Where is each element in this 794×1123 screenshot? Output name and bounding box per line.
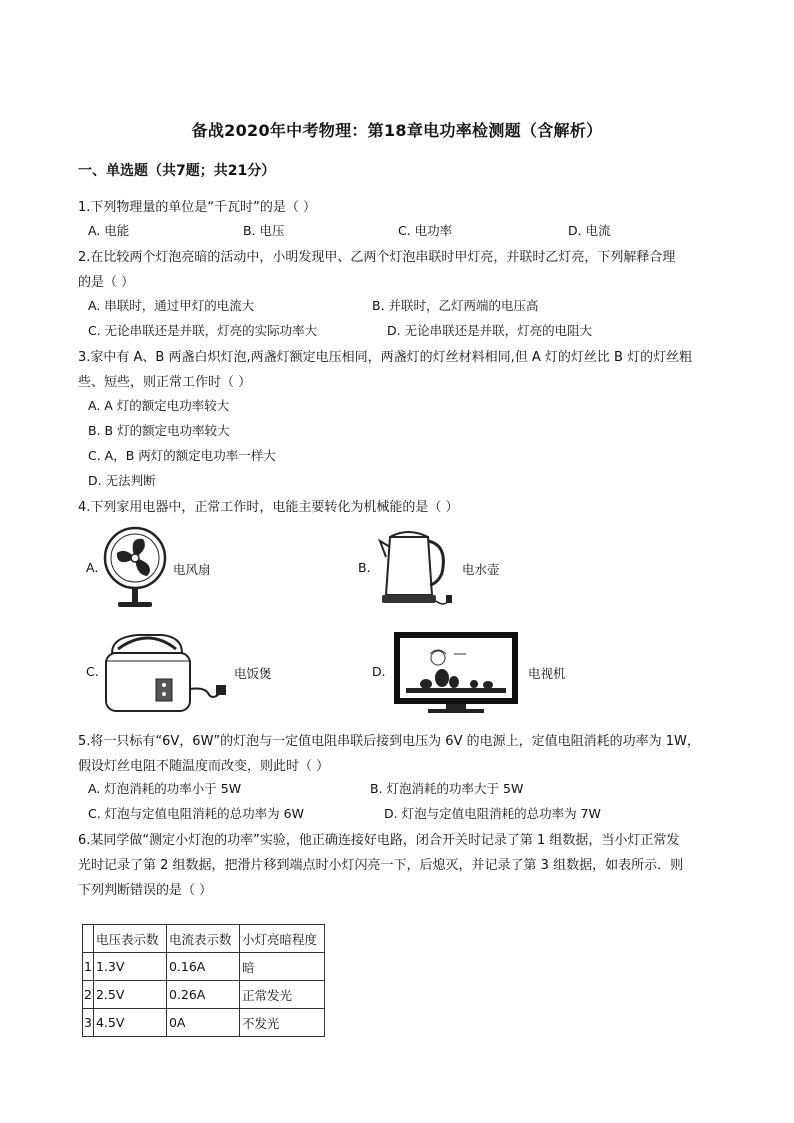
table-cell: 1.3V	[93, 953, 166, 981]
table-cell: 0.16A	[166, 953, 239, 981]
q4-option-c-letter[interactable]: C.	[86, 664, 99, 679]
table-cell: 4.5V	[93, 1009, 166, 1037]
question-2-stem-line2: 的是（ ）	[78, 275, 135, 290]
measurement-table	[82, 924, 325, 1037]
question-4-stem: 4.下列家用电器中，正常工作时，电能主要转化为机械能的是（ ）	[78, 500, 459, 515]
table-row	[83, 1009, 325, 1037]
table-cell: 暗	[239, 953, 324, 981]
q5-option-d[interactable]: D. 灯泡与定值电阻消耗的总功率为 7W	[384, 806, 601, 821]
table-header-row	[83, 925, 325, 953]
q2-option-c[interactable]: C. 无论串联还是并联，灯亮的实际功率大	[88, 323, 318, 338]
q4-option-a-label: 电风扇	[173, 562, 211, 577]
q1-option-c[interactable]: C. 电功率	[398, 223, 453, 238]
question-3-stem-line1: 3.家中有 A、B 两盏白炽灯泡,两盏灯额定电压相同，两盏灯的灯丝材料相同,但 A 灯的灯丝比 B 灯的灯丝粗	[78, 350, 693, 365]
table-header-cell: 电流表示数	[166, 925, 239, 953]
electric-kettle-icon	[372, 523, 460, 611]
table-row	[83, 981, 325, 1009]
q1-option-a[interactable]: A. 电能	[88, 223, 130, 238]
question-6-stem-line3: 下列判断错误的是（ ）	[78, 883, 213, 898]
q4-option-d-letter[interactable]: D.	[372, 664, 386, 679]
table-cell: 0.26A	[166, 981, 239, 1009]
q5-option-a[interactable]: A. 灯泡消耗的功率小于 5W	[88, 781, 242, 796]
electric-fan-icon	[100, 523, 170, 611]
q4-option-b-label: 电水壶	[462, 562, 500, 577]
q3-option-d[interactable]: D. 无法判断	[88, 473, 156, 488]
q1-option-b[interactable]: B. 电压	[243, 223, 285, 238]
television-icon	[392, 630, 520, 716]
question-2-stem-line1: 2.在比较两个灯泡亮暗的活动中，小明发现甲、乙两个灯泡串联时甲灯亮，并联时乙灯亮，下列解释合理	[78, 250, 676, 265]
q3-option-c[interactable]: C. A，B 两灯的额定电功率一样大	[88, 448, 276, 463]
table-cell: 3	[83, 1009, 94, 1037]
table-cell: 正常发光	[239, 981, 324, 1009]
table-cell: 2	[83, 981, 94, 1009]
table-cell: 不发光	[239, 1009, 324, 1037]
table-header-cell: 电压表示数	[93, 925, 166, 953]
question-6-stem-line2: 光时记录了第 2 组数据，把滑片移到端点时小灯闪亮一下，后熄灭，并记录了第 3 组数据，如表所示．则	[78, 858, 684, 873]
page-title: 备战2020年中考物理：第18章电功率检测题（含解析）	[191, 121, 603, 140]
q4-option-c-label: 电饭煲	[234, 666, 272, 681]
question-5-stem-line2: 假设灯丝电阻不随温度而改变，则此时（ ）	[78, 759, 330, 774]
q4-option-d-label: 电视机	[528, 666, 566, 681]
q2-option-a[interactable]: A. 串联时，通过甲灯的电流大	[88, 298, 255, 313]
q4-option-b-letter[interactable]: B.	[358, 560, 371, 575]
q3-option-a[interactable]: A. A 灯的额定电功率较大	[88, 398, 230, 413]
q2-option-d[interactable]: D. 无论串联还是并联，灯亮的电阻大	[387, 323, 593, 338]
table-header-cell	[83, 925, 94, 953]
question-5-stem-line1: 5.将一只标有“6V，6W”的灯泡与一定值电阻串联后接到电压为 6V 的电源上，定值电阻消耗的功率为 1W，	[78, 734, 700, 749]
question-1-stem: 1.下列物理量的单位是“千瓦时”的是（ ）	[78, 200, 317, 215]
q3-option-b[interactable]: B. B 灯的额定电功率较大	[88, 423, 230, 438]
q1-option-d[interactable]: D. 电流	[568, 223, 611, 238]
table-cell: 1	[83, 953, 94, 981]
q5-option-b[interactable]: B. 灯泡消耗的功率大于 5W	[370, 781, 524, 796]
table-row	[83, 953, 325, 981]
table-cell: 0A	[166, 1009, 239, 1037]
question-6-stem-line1: 6.某同学做“测定小灯泡的功率”实验，他正确连接好电路，闭合开关时记录了第 1 组数据，当小灯正常发	[78, 833, 680, 848]
question-3-stem-line2: 些、短些，则正常工作时（ ）	[78, 375, 252, 390]
section-heading: 一、单选题（共7题；共21分）	[78, 163, 276, 179]
q5-option-c[interactable]: C. 灯泡与定值电阻消耗的总功率为 6W	[88, 806, 304, 821]
table-cell: 2.5V	[93, 981, 166, 1009]
q2-option-b[interactable]: B. 并联时，乙灯两端的电压高	[372, 298, 539, 313]
rice-cooker-icon	[98, 627, 232, 721]
q4-option-a-letter[interactable]: A.	[86, 560, 99, 575]
table-header-cell: 小灯亮暗程度	[239, 925, 324, 953]
